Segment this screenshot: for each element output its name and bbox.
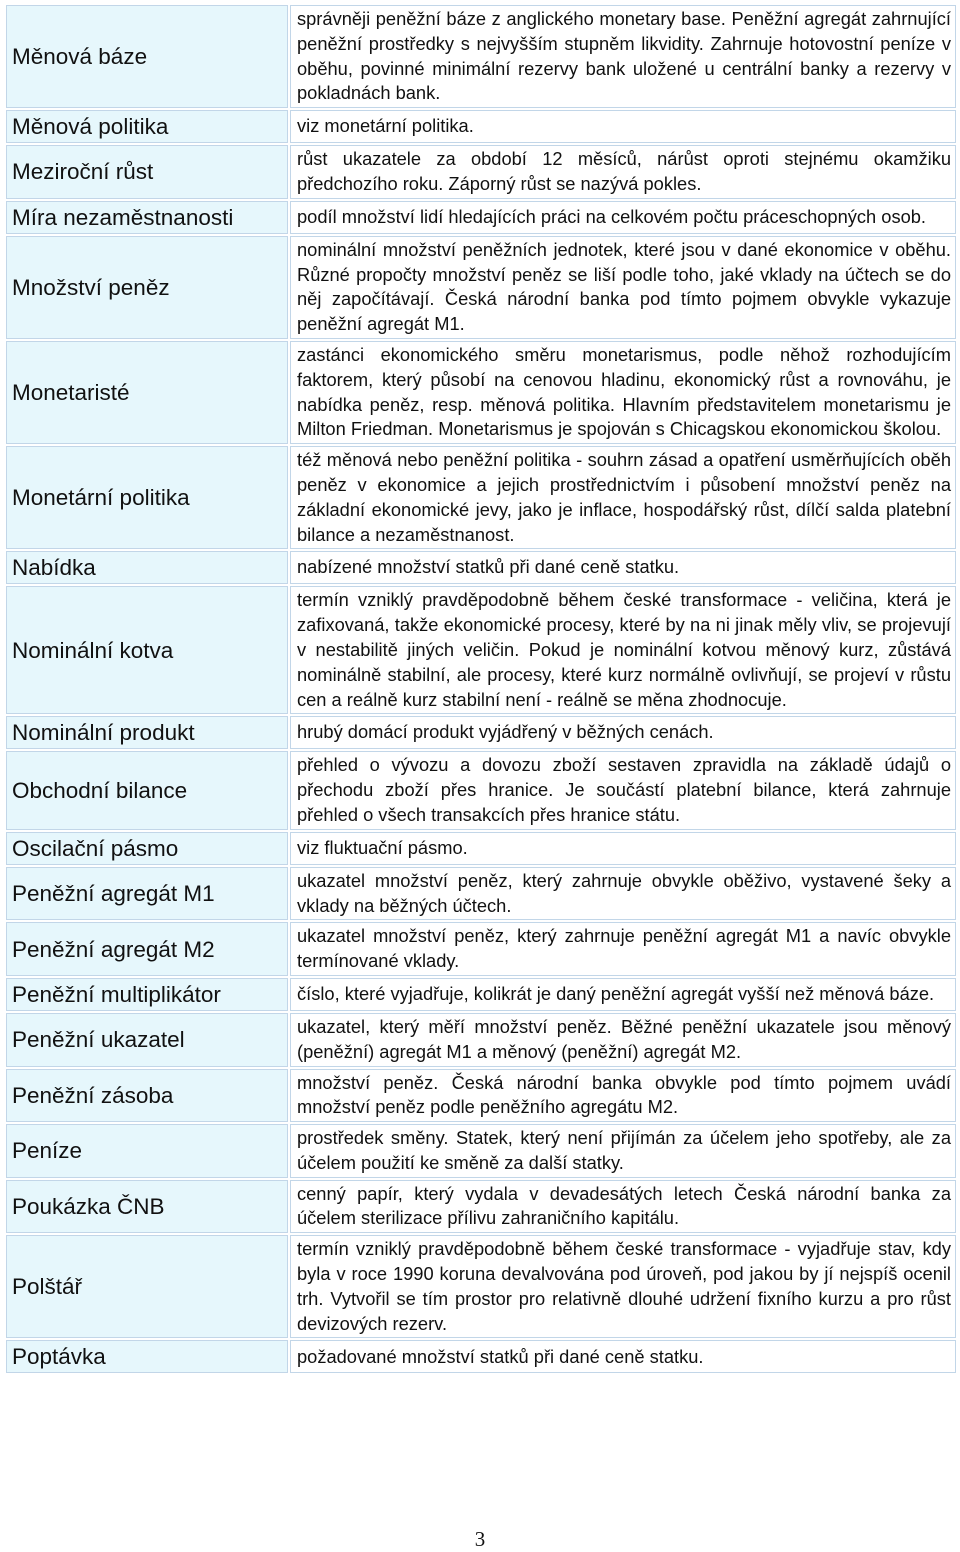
glossary-term: Peněžní agregát M1 — [6, 867, 288, 921]
glossary-definition: ukazatel množství peněz, který zahrnuje peněžní agregát M1 a navíc obvykle termínované vklady. — [290, 922, 956, 976]
glossary-term: Nominální produkt — [6, 716, 288, 749]
glossary-term: Peníze — [6, 1124, 288, 1178]
glossary-term: Peněžní agregát M2 — [6, 922, 288, 976]
glossary-row — [6, 1124, 956, 1178]
glossary-definition: množství peněz. Česká národní banka obvykle pod tímto pojmem uvádí množství peněz podle peněžního agregátu M2. — [290, 1069, 956, 1123]
glossary-row — [6, 978, 956, 1011]
glossary-row — [6, 145, 956, 199]
glossary-row — [6, 341, 956, 444]
glossary-term: Polštář — [6, 1235, 288, 1338]
glossary-term: Obchodní bilance — [6, 751, 288, 829]
glossary-term: Nabídka — [6, 551, 288, 584]
glossary-term: Peněžní ukazatel — [6, 1013, 288, 1067]
glossary-definition: nominální množství peněžních jednotek, které jsou v dané ekonomice v oběhu. Různé propočty množství peněz se liší podle toho, jaké vklady na účtech se do něj započítávají. Česká národní banka pod tímto pojmem obvykle vykazuje peněžní agregát M1. — [290, 236, 956, 339]
glossary-definition: přehled o vývozu a dovozu zboží sestaven zpravidla na základě údajů o přechodu zboží přes hranice. Je součástí platební bilance, která zahrnuje přehled o všech transakcích přes hranice státu. — [290, 751, 956, 829]
glossary-term: Měnová politika — [6, 110, 288, 143]
glossary-definition: číslo, které vyjadřuje, kolikrát je daný peněžní agregát vyšší než měnová báze. — [290, 978, 956, 1011]
glossary-term: Monetaristé — [6, 341, 288, 444]
glossary-definition: prostředek směny. Statek, který není přijímán za účelem jeho spotřeby, ale za účelem použití ke směně za další statky. — [290, 1124, 956, 1178]
page-number: 3 — [474, 1527, 486, 1551]
glossary-definition: podíl množství lidí hledajících práci na celkovém počtu práceschopných osob. — [290, 201, 956, 234]
glossary-term: Poptávka — [6, 1340, 288, 1373]
glossary-row — [6, 236, 956, 339]
glossary-term: Nominální kotva — [6, 586, 288, 714]
glossary-definition: správněji peněžní báze z anglického monetary base. Peněžní agregát zahrnující peněžní prostředky s nejvyšším stupněm likvidity. Zahrnuje hotovostní peníze v oběhu, povinné minimální rezervy bank uložené u centrální banky a rezervy v pokladnách bank. — [290, 5, 956, 108]
glossary-definition: též měnová nebo peněžní politika - souhrn zásad a opatření usměrňujících oběh peněz v ekonomice a jejich prostřednictvím i působení množství peněz na základní ekonomické jevy, jako je inflace, hospodářský růst, dílčí salda platební bilance a nezaměstnanost. — [290, 446, 956, 549]
glossary-row — [6, 551, 956, 584]
glossary-definition: růst ukazatele za období 12 měsíců, nárůst oproti stejnému okamžiku předchozího roku. Záporný růst se nazývá pokles. — [290, 145, 956, 199]
glossary-body — [6, 5, 956, 1373]
glossary-definition: viz fluktuační pásmo. — [290, 832, 956, 865]
glossary-row — [6, 1235, 956, 1338]
glossary-row — [6, 1180, 956, 1234]
glossary-row — [6, 716, 956, 749]
glossary-row — [6, 586, 956, 714]
glossary-row — [6, 201, 956, 234]
glossary-term: Monetární politika — [6, 446, 288, 549]
glossary-row — [6, 922, 956, 976]
glossary-row — [6, 1069, 956, 1123]
glossary-definition: zastánci ekonomického směru monetarismus, podle něhož rozhodujícím faktorem, který působí na cenovou hladinu, ekonomický růst a rovnováhu, je nabídka peněz, resp. měnová politika. Hlavním představitelem monetarismu je Milton Friedman. Monetarismus je spojován s Chicagskou ekonomickou školou. — [290, 341, 956, 444]
glossary-term: Míra nezaměstnanosti — [6, 201, 288, 234]
glossary-term: Meziroční růst — [6, 145, 288, 199]
glossary-row — [6, 867, 956, 921]
glossary-table — [4, 3, 958, 1375]
glossary-row — [6, 5, 956, 108]
glossary-definition: nabízené množství statků při dané ceně statku. — [290, 551, 956, 584]
glossary-term: Peněžní zásoba — [6, 1069, 288, 1123]
glossary-term: Množství peněz — [6, 236, 288, 339]
glossary-definition: viz monetární politika. — [290, 110, 956, 143]
glossary-row — [6, 1340, 956, 1373]
glossary-definition: požadované množství statků při dané ceně statku. — [290, 1340, 956, 1373]
glossary-term: Měnová báze — [6, 5, 288, 108]
glossary-row — [6, 832, 956, 865]
glossary-term: Oscilační pásmo — [6, 832, 288, 865]
glossary-term: Poukázka ČNB — [6, 1180, 288, 1234]
glossary-definition: cenný papír, který vydala v devadesátých letech Česká národní banka za účelem sterilizace přílivu zahraničního kapitálu. — [290, 1180, 956, 1234]
glossary-definition: ukazatel, který měří množství peněz. Běžné peněžní ukazatele jsou měnový (peněžní) agregát M1 a měnový (peněžní) agregát M2. — [290, 1013, 956, 1067]
glossary-row — [6, 446, 956, 549]
glossary-definition: termín vzniklý pravděpodobně během české transformace - veličina, která je zafixovaná, takže ekonomické procesy, které by na ni jinak měly vliv, se projevují v nestabilitě jiných veličin. Pokud je nominální kotvou měnový kurz, zůstává nominálně stabilní, ale procesy, které kurz normálně ovlivňují, se projeví v růstu cen a reálně kurz stabilní není - reálně se měna zhodnocuje. — [290, 586, 956, 714]
glossary-row — [6, 1013, 956, 1067]
glossary-definition: termín vzniklý pravděpodobně během české transformace - vyjadřuje stav, kdy byla v roce 1990 koruna devalvována pod úroveň, pod jakou by jí nejspíš ocenil trh. Vytvořil se tím prostor pro relativně dlouhé udržení fixního kurzu a pro růst devizových rezerv. — [290, 1235, 956, 1338]
glossary-term: Peněžní multiplikátor — [6, 978, 288, 1011]
glossary-definition: ukazatel množství peněz, který zahrnuje obvykle oběživo, vystavené šeky a vklady na běžných účtech. — [290, 867, 956, 921]
glossary-row — [6, 751, 956, 829]
glossary-row — [6, 110, 956, 143]
glossary-definition: hrubý domácí produkt vyjádřený v běžných cenách. — [290, 716, 956, 749]
